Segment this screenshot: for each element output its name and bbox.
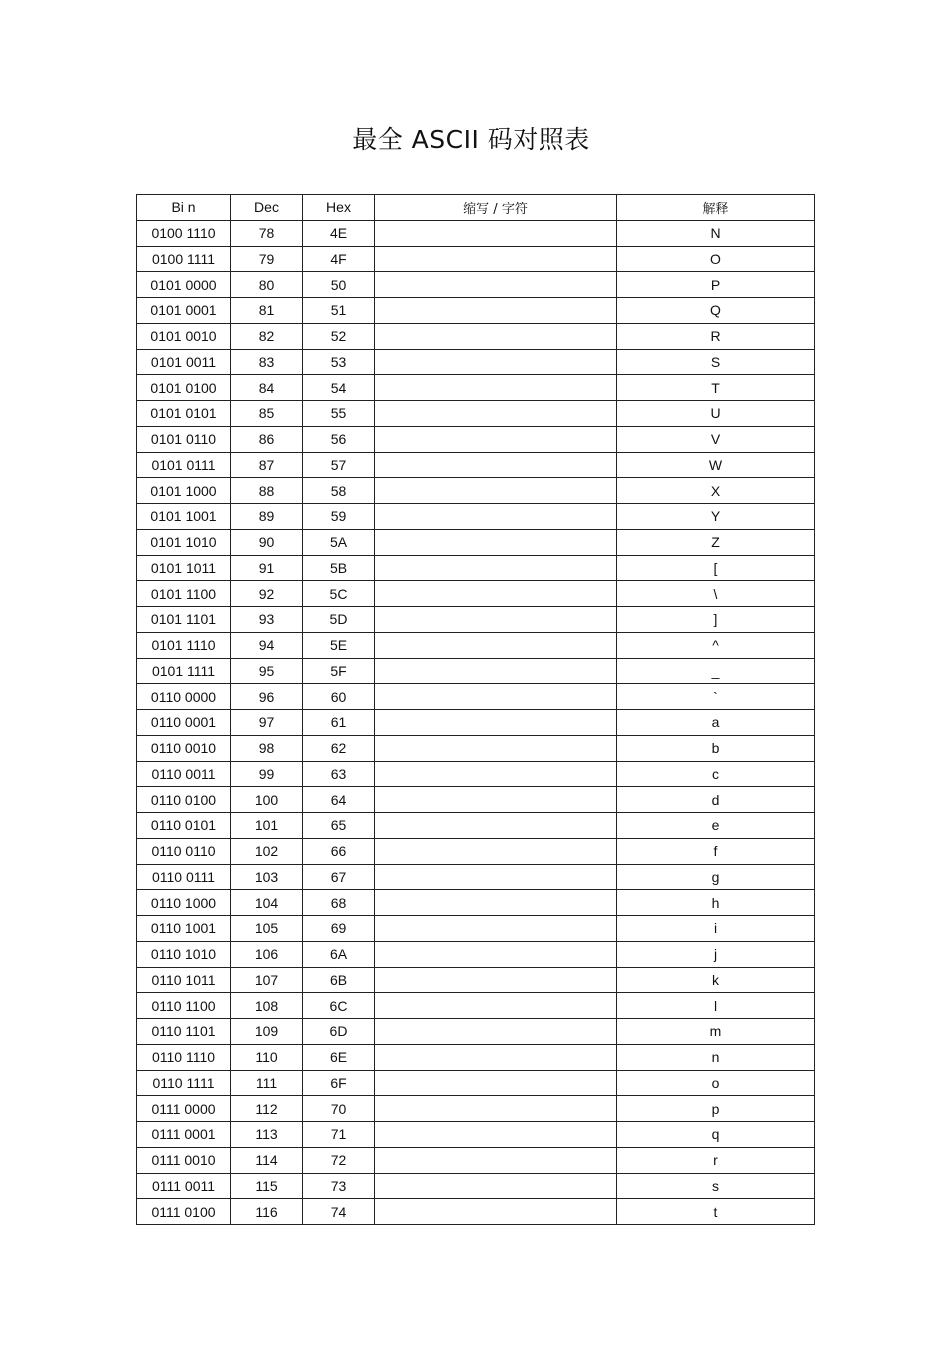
cell-bin: 0101 0100 xyxy=(137,375,231,401)
cell-hex: 6D xyxy=(303,1019,375,1045)
cell-bin: 0110 1000 xyxy=(137,890,231,916)
cell-bin: 0101 1110 xyxy=(137,632,231,658)
cell-dec: 103 xyxy=(231,864,303,890)
cell-abbr xyxy=(375,813,617,839)
cell-bin: 0101 0101 xyxy=(137,401,231,427)
cell-desc: s xyxy=(617,1173,815,1199)
table-row xyxy=(137,735,815,761)
cell-abbr xyxy=(375,504,617,530)
cell-bin: 0111 0011 xyxy=(137,1173,231,1199)
cell-hex: 74 xyxy=(303,1199,375,1225)
cell-dec: 94 xyxy=(231,632,303,658)
cell-hex: 5F xyxy=(303,658,375,684)
cell-desc: k xyxy=(617,967,815,993)
cell-bin: 0110 0010 xyxy=(137,735,231,761)
cell-bin: 0101 0110 xyxy=(137,426,231,452)
cell-hex: 6C xyxy=(303,993,375,1019)
cell-dec: 85 xyxy=(231,401,303,427)
cell-dec: 114 xyxy=(231,1147,303,1173)
cell-bin: 0110 1011 xyxy=(137,967,231,993)
cell-desc: X xyxy=(617,478,815,504)
cell-abbr xyxy=(375,967,617,993)
cell-abbr xyxy=(375,864,617,890)
cell-dec: 115 xyxy=(231,1173,303,1199)
cell-desc: P xyxy=(617,272,815,298)
cell-bin: 0110 1111 xyxy=(137,1070,231,1096)
cell-dec: 90 xyxy=(231,529,303,555)
header-hex: Hex xyxy=(303,195,375,221)
cell-desc: \ xyxy=(617,581,815,607)
cell-desc: O xyxy=(617,246,815,272)
cell-dec: 88 xyxy=(231,478,303,504)
cell-dec: 113 xyxy=(231,1122,303,1148)
cell-dec: 109 xyxy=(231,1019,303,1045)
table-row xyxy=(137,993,815,1019)
table-row xyxy=(137,838,815,864)
table-row xyxy=(137,581,815,607)
cell-bin: 0101 0111 xyxy=(137,452,231,478)
cell-bin: 0110 0111 xyxy=(137,864,231,890)
cell-dec: 92 xyxy=(231,581,303,607)
cell-hex: 55 xyxy=(303,401,375,427)
table-header xyxy=(137,195,815,221)
cell-hex: 50 xyxy=(303,272,375,298)
cell-dec: 81 xyxy=(231,298,303,324)
cell-hex: 57 xyxy=(303,452,375,478)
table-row xyxy=(137,298,815,324)
table-row xyxy=(137,632,815,658)
table-row xyxy=(137,1147,815,1173)
cell-hex: 6F xyxy=(303,1070,375,1096)
table-row xyxy=(137,555,815,581)
cell-abbr xyxy=(375,478,617,504)
cell-dec: 78 xyxy=(231,220,303,246)
cell-dec: 93 xyxy=(231,607,303,633)
cell-abbr xyxy=(375,1147,617,1173)
cell-hex: 71 xyxy=(303,1122,375,1148)
cell-desc: ] xyxy=(617,607,815,633)
cell-bin: 0101 1100 xyxy=(137,581,231,607)
cell-bin: 0110 0011 xyxy=(137,761,231,787)
cell-bin: 0111 0000 xyxy=(137,1096,231,1122)
table-row xyxy=(137,529,815,555)
cell-dec: 116 xyxy=(231,1199,303,1225)
table-row xyxy=(137,941,815,967)
cell-desc: [ xyxy=(617,555,815,581)
table-row xyxy=(137,220,815,246)
cell-dec: 111 xyxy=(231,1070,303,1096)
cell-desc: a xyxy=(617,710,815,736)
cell-hex: 63 xyxy=(303,761,375,787)
cell-hex: 62 xyxy=(303,735,375,761)
cell-hex: 5E xyxy=(303,632,375,658)
cell-hex: 51 xyxy=(303,298,375,324)
table-row xyxy=(137,684,815,710)
cell-dec: 96 xyxy=(231,684,303,710)
cell-hex: 67 xyxy=(303,864,375,890)
cell-hex: 5C xyxy=(303,581,375,607)
cell-hex: 6A xyxy=(303,941,375,967)
table-row xyxy=(137,504,815,530)
cell-dec: 97 xyxy=(231,710,303,736)
table-row xyxy=(137,349,815,375)
cell-dec: 101 xyxy=(231,813,303,839)
cell-abbr xyxy=(375,246,617,272)
cell-bin: 0110 0100 xyxy=(137,787,231,813)
header-abbr: 缩写 / 字符 xyxy=(375,195,617,221)
table-row xyxy=(137,813,815,839)
cell-hex: 73 xyxy=(303,1173,375,1199)
cell-desc: ^ xyxy=(617,632,815,658)
cell-dec: 112 xyxy=(231,1096,303,1122)
cell-abbr xyxy=(375,941,617,967)
cell-bin: 0101 0011 xyxy=(137,349,231,375)
cell-bin: 0110 0110 xyxy=(137,838,231,864)
cell-desc: e xyxy=(617,813,815,839)
cell-abbr xyxy=(375,298,617,324)
cell-abbr xyxy=(375,1173,617,1199)
cell-desc: h xyxy=(617,890,815,916)
cell-desc: n xyxy=(617,1044,815,1070)
cell-dec: 82 xyxy=(231,323,303,349)
cell-bin: 0101 1000 xyxy=(137,478,231,504)
table-row xyxy=(137,1199,815,1225)
cell-desc: q xyxy=(617,1122,815,1148)
cell-dec: 99 xyxy=(231,761,303,787)
cell-abbr xyxy=(375,684,617,710)
cell-bin: 0111 0100 xyxy=(137,1199,231,1225)
table-row xyxy=(137,246,815,272)
cell-hex: 69 xyxy=(303,916,375,942)
cell-dec: 84 xyxy=(231,375,303,401)
table-row xyxy=(137,272,815,298)
cell-abbr xyxy=(375,426,617,452)
cell-dec: 80 xyxy=(231,272,303,298)
cell-abbr xyxy=(375,555,617,581)
cell-desc: c xyxy=(617,761,815,787)
cell-abbr xyxy=(375,1122,617,1148)
cell-hex: 65 xyxy=(303,813,375,839)
cell-abbr xyxy=(375,401,617,427)
cell-abbr xyxy=(375,272,617,298)
cell-hex: 4F xyxy=(303,246,375,272)
cell-abbr xyxy=(375,1070,617,1096)
cell-hex: 60 xyxy=(303,684,375,710)
cell-desc: Q xyxy=(617,298,815,324)
cell-hex: 54 xyxy=(303,375,375,401)
cell-abbr xyxy=(375,838,617,864)
cell-dec: 104 xyxy=(231,890,303,916)
cell-bin: 0110 1001 xyxy=(137,916,231,942)
cell-bin: 0101 1101 xyxy=(137,607,231,633)
cell-abbr xyxy=(375,761,617,787)
cell-hex: 5B xyxy=(303,555,375,581)
ascii-table xyxy=(136,194,815,1225)
cell-dec: 105 xyxy=(231,916,303,942)
cell-abbr xyxy=(375,220,617,246)
cell-hex: 6B xyxy=(303,967,375,993)
cell-desc: Z xyxy=(617,529,815,555)
cell-bin: 0100 1111 xyxy=(137,246,231,272)
cell-abbr xyxy=(375,787,617,813)
cell-desc: V xyxy=(617,426,815,452)
cell-hex: 61 xyxy=(303,710,375,736)
cell-desc: t xyxy=(617,1199,815,1225)
cell-bin: 0101 1010 xyxy=(137,529,231,555)
header-desc: 解释 xyxy=(617,195,815,221)
cell-bin: 0110 1100 xyxy=(137,993,231,1019)
cell-desc: U xyxy=(617,401,815,427)
cell-dec: 95 xyxy=(231,658,303,684)
cell-abbr xyxy=(375,607,617,633)
cell-hex: 59 xyxy=(303,504,375,530)
table-row xyxy=(137,478,815,504)
cell-dec: 86 xyxy=(231,426,303,452)
table-row xyxy=(137,1019,815,1045)
cell-desc: N xyxy=(617,220,815,246)
cell-bin: 0110 0000 xyxy=(137,684,231,710)
cell-bin: 0110 1010 xyxy=(137,941,231,967)
cell-bin: 0110 0001 xyxy=(137,710,231,736)
cell-dec: 83 xyxy=(231,349,303,375)
cell-bin: 0111 0001 xyxy=(137,1122,231,1148)
table-body xyxy=(137,220,815,1224)
table-row xyxy=(137,1044,815,1070)
cell-bin: 0100 1110 xyxy=(137,220,231,246)
cell-desc: p xyxy=(617,1096,815,1122)
cell-bin: 0101 0001 xyxy=(137,298,231,324)
cell-dec: 79 xyxy=(231,246,303,272)
cell-abbr xyxy=(375,993,617,1019)
cell-abbr xyxy=(375,710,617,736)
cell-abbr xyxy=(375,658,617,684)
cell-bin: 0101 1111 xyxy=(137,658,231,684)
header-dec: Dec xyxy=(231,195,303,221)
cell-abbr xyxy=(375,1199,617,1225)
table-row xyxy=(137,375,815,401)
table-row xyxy=(137,890,815,916)
cell-abbr xyxy=(375,890,617,916)
cell-dec: 89 xyxy=(231,504,303,530)
cell-abbr xyxy=(375,1044,617,1070)
cell-desc: S xyxy=(617,349,815,375)
cell-desc: ` xyxy=(617,684,815,710)
table-row xyxy=(137,426,815,452)
cell-abbr xyxy=(375,632,617,658)
table-row xyxy=(137,1173,815,1199)
cell-hex: 66 xyxy=(303,838,375,864)
cell-hex: 70 xyxy=(303,1096,375,1122)
cell-dec: 100 xyxy=(231,787,303,813)
table-row xyxy=(137,916,815,942)
table-row xyxy=(137,864,815,890)
cell-desc: f xyxy=(617,838,815,864)
cell-hex: 68 xyxy=(303,890,375,916)
cell-hex: 64 xyxy=(303,787,375,813)
cell-bin: 0111 0010 xyxy=(137,1147,231,1173)
cell-abbr xyxy=(375,1096,617,1122)
table-row xyxy=(137,761,815,787)
cell-dec: 98 xyxy=(231,735,303,761)
cell-dec: 106 xyxy=(231,941,303,967)
cell-bin: 0110 0101 xyxy=(137,813,231,839)
cell-desc: T xyxy=(617,375,815,401)
cell-desc: o xyxy=(617,1070,815,1096)
cell-desc: j xyxy=(617,941,815,967)
cell-abbr xyxy=(375,323,617,349)
cell-bin: 0101 0000 xyxy=(137,272,231,298)
cell-dec: 87 xyxy=(231,452,303,478)
table-row xyxy=(137,323,815,349)
table-row xyxy=(137,658,815,684)
table-row xyxy=(137,967,815,993)
cell-abbr xyxy=(375,581,617,607)
cell-bin: 0101 1001 xyxy=(137,504,231,530)
cell-desc: _ xyxy=(617,658,815,684)
cell-abbr xyxy=(375,375,617,401)
table-row xyxy=(137,1070,815,1096)
cell-desc: g xyxy=(617,864,815,890)
cell-desc: Y xyxy=(617,504,815,530)
cell-abbr xyxy=(375,735,617,761)
cell-dec: 107 xyxy=(231,967,303,993)
cell-abbr xyxy=(375,916,617,942)
cell-hex: 72 xyxy=(303,1147,375,1173)
cell-bin: 0101 1011 xyxy=(137,555,231,581)
cell-desc: d xyxy=(617,787,815,813)
cell-desc: i xyxy=(617,916,815,942)
cell-hex: 6E xyxy=(303,1044,375,1070)
table-row xyxy=(137,1122,815,1148)
cell-dec: 110 xyxy=(231,1044,303,1070)
cell-abbr xyxy=(375,452,617,478)
cell-bin: 0110 1110 xyxy=(137,1044,231,1070)
cell-hex: 5A xyxy=(303,529,375,555)
cell-hex: 52 xyxy=(303,323,375,349)
cell-hex: 53 xyxy=(303,349,375,375)
cell-hex: 58 xyxy=(303,478,375,504)
cell-hex: 56 xyxy=(303,426,375,452)
cell-bin: 0101 0010 xyxy=(137,323,231,349)
header-row xyxy=(137,195,815,221)
cell-hex: 4E xyxy=(303,220,375,246)
header-bin: Bi n xyxy=(137,195,231,221)
table-row xyxy=(137,452,815,478)
cell-desc: l xyxy=(617,993,815,1019)
cell-dec: 102 xyxy=(231,838,303,864)
table-row xyxy=(137,1096,815,1122)
table-row xyxy=(137,710,815,736)
cell-dec: 108 xyxy=(231,993,303,1019)
page-title: 最全 ASCII 码对照表 xyxy=(352,125,590,154)
cell-desc: b xyxy=(617,735,815,761)
cell-desc: r xyxy=(617,1147,815,1173)
table-row xyxy=(137,607,815,633)
cell-dec: 91 xyxy=(231,555,303,581)
cell-abbr xyxy=(375,529,617,555)
cell-desc: m xyxy=(617,1019,815,1045)
cell-abbr xyxy=(375,1019,617,1045)
table-row xyxy=(137,787,815,813)
cell-desc: W xyxy=(617,452,815,478)
cell-desc: R xyxy=(617,323,815,349)
cell-bin: 0110 1101 xyxy=(137,1019,231,1045)
table-row xyxy=(137,401,815,427)
cell-hex: 5D xyxy=(303,607,375,633)
cell-abbr xyxy=(375,349,617,375)
